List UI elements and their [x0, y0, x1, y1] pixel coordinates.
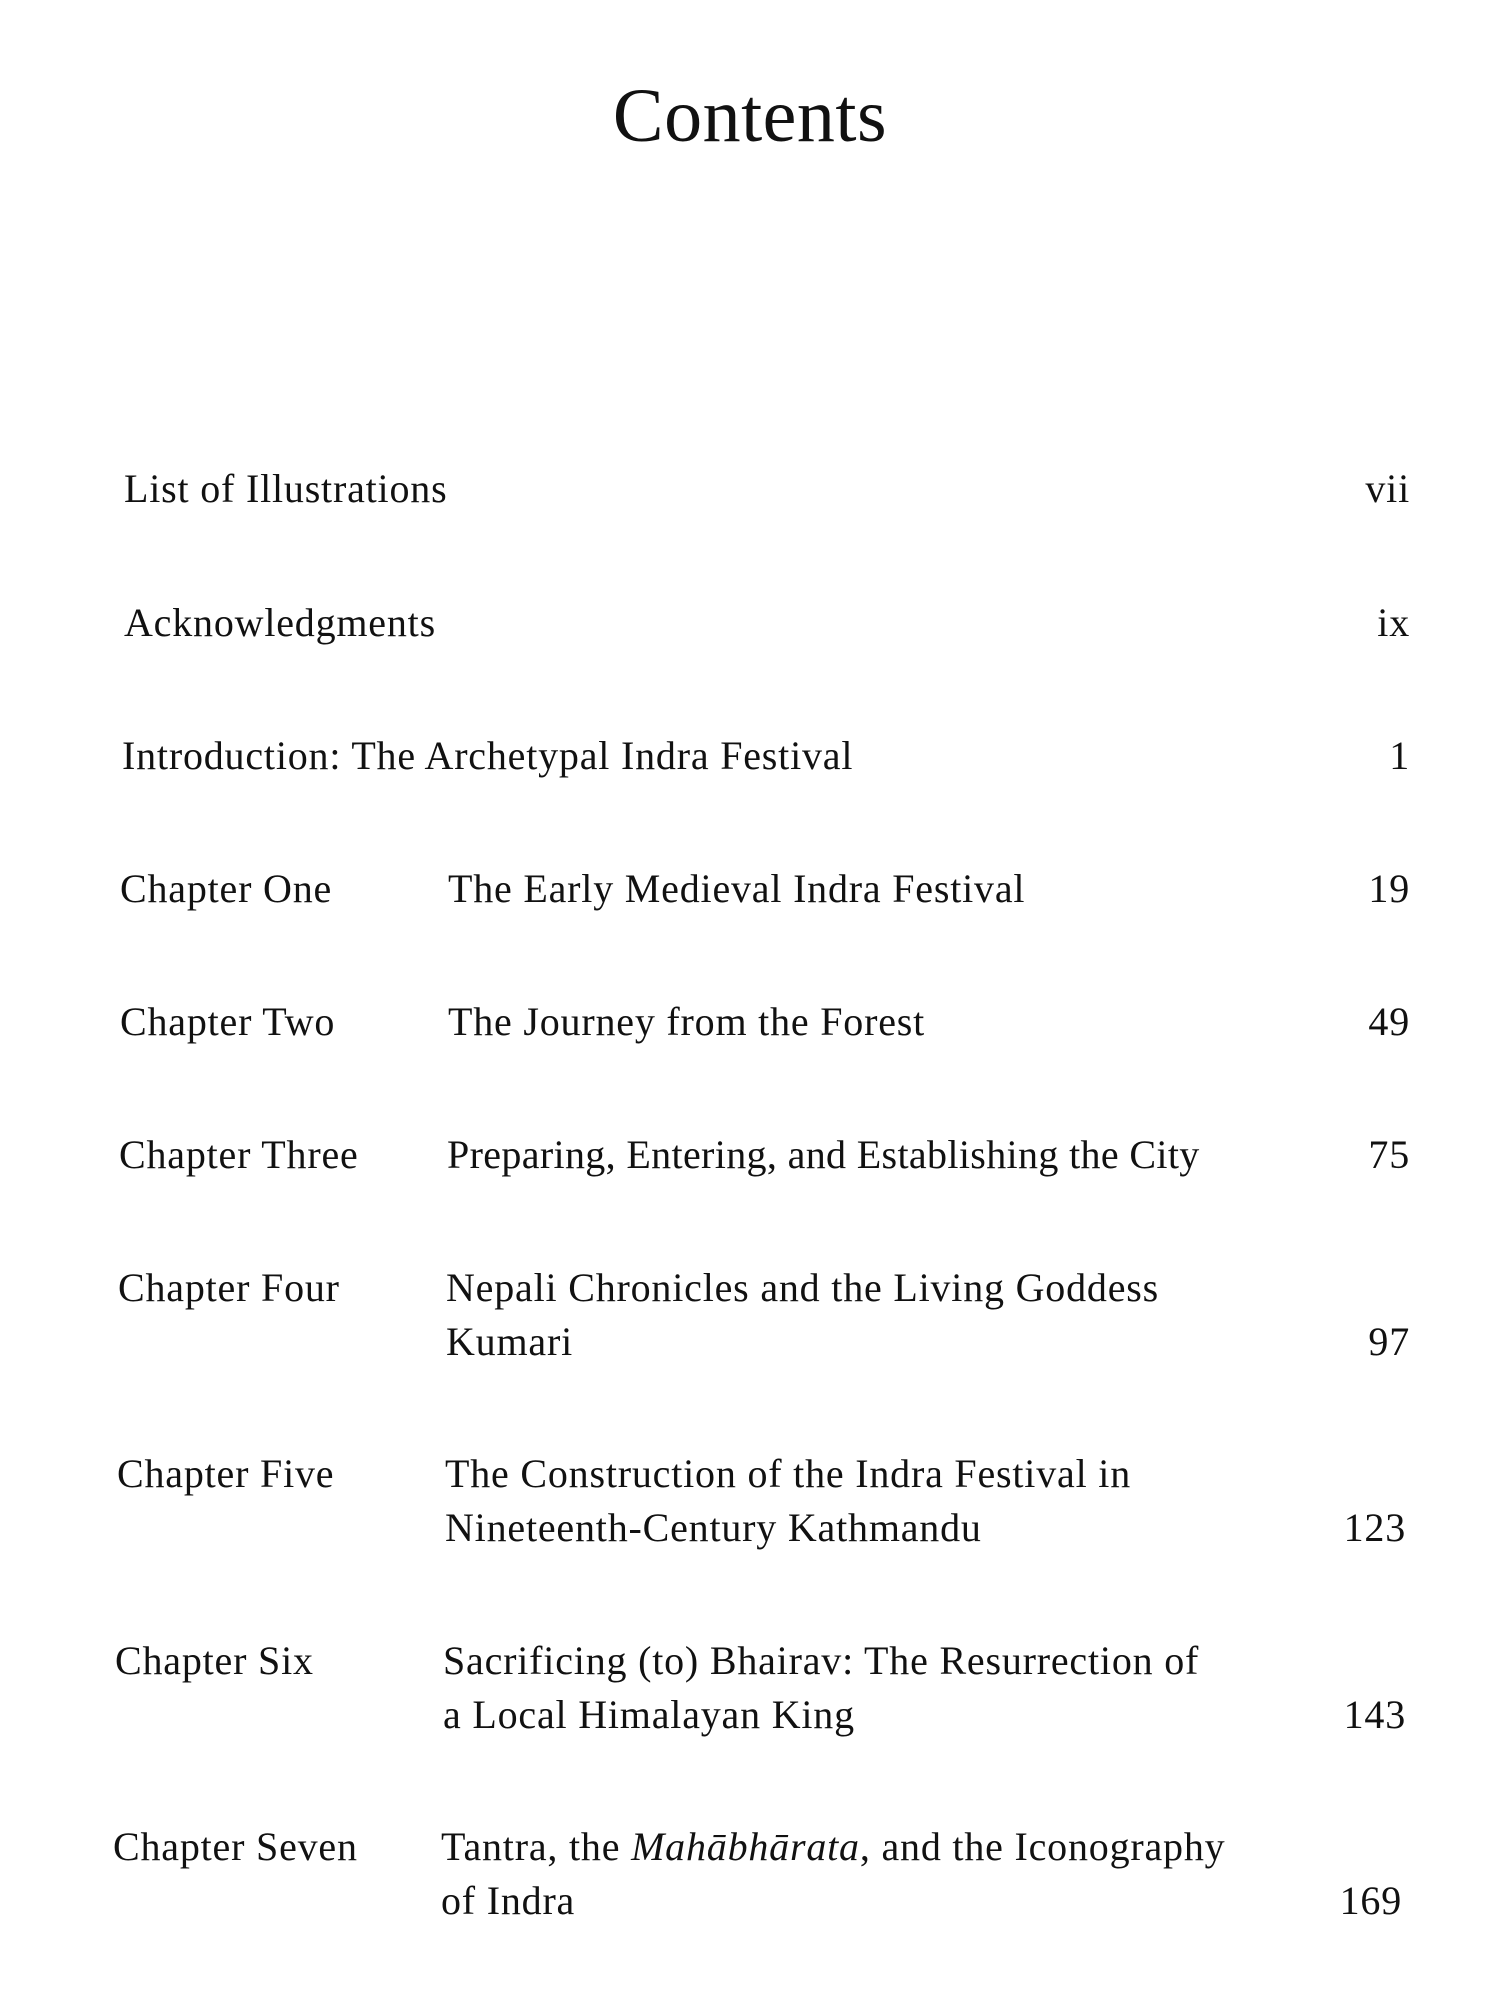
- toc-entry-label: List of Illustrations: [124, 466, 448, 511]
- toc-entry-label: Introduction: The Archetypal Indra Festival: [122, 733, 854, 778]
- toc-page-number: 19: [1368, 866, 1410, 911]
- chapter-title-line: Nineteenth-Century Kathmandu: [445, 1505, 982, 1550]
- chapter-title: [441, 1820, 1225, 1928]
- chapter-title: [446, 1261, 1159, 1369]
- chapter-label: Chapter Five: [117, 1451, 335, 1496]
- toc-page-number: 49: [1368, 999, 1410, 1044]
- chapter-label: Chapter Three: [119, 1132, 359, 1177]
- chapter-label: Chapter One: [120, 866, 333, 911]
- toc-page-number: 143: [1343, 1692, 1406, 1737]
- chapter-title-line: Nepali Chronicles and the Living Goddess: [446, 1265, 1159, 1310]
- chapter-title-line: The Early Medieval Indra Festival: [448, 866, 1026, 911]
- chapter-title-line-2: of Indra: [441, 1878, 576, 1923]
- chapter-label: Chapter Seven: [113, 1824, 358, 1869]
- chapter-title-line: Sacrificing (to) Bhairav: The Resurrection of: [443, 1638, 1200, 1683]
- toc-page-number: vii: [1365, 466, 1410, 511]
- title-text: Tantra, the: [441, 1824, 632, 1869]
- chapter-title-line: a Local Himalayan King: [443, 1692, 855, 1737]
- chapter-title: [448, 995, 925, 1049]
- toc-page-number: 75: [1368, 1132, 1410, 1177]
- chapter-title: [445, 1447, 1131, 1555]
- chapter-title-line: Preparing, Entering, and Establishing the City: [447, 1132, 1200, 1177]
- page-title: Contents: [612, 74, 888, 158]
- toc-page-number: 169: [1339, 1878, 1402, 1923]
- toc-entry-label: Acknowledgments: [124, 600, 436, 645]
- chapter-label: Chapter Two: [120, 999, 336, 1044]
- chapter-title: [443, 1634, 1199, 1742]
- chapter-title: [448, 862, 1025, 916]
- chapter-label: Chapter Six: [115, 1638, 314, 1683]
- italic-title-text: Mahābhārata: [631, 1824, 860, 1869]
- title-text: , and the Iconography: [859, 1824, 1226, 1869]
- chapter-title-line: Kumari: [446, 1319, 573, 1364]
- chapter-label: Chapter Four: [118, 1265, 340, 1310]
- chapter-title-line: The Construction of the Indra Festival in: [445, 1451, 1132, 1496]
- chapter-title: [447, 1128, 1200, 1182]
- chapter-title-line-1: [441, 1820, 1225, 1874]
- toc-page-number: 1: [1389, 733, 1410, 778]
- toc-page-number: 97: [1368, 1319, 1410, 1364]
- toc-page-number: 123: [1343, 1505, 1406, 1550]
- toc-page-number: ix: [1377, 600, 1410, 645]
- chapter-title-line: The Journey from the Forest: [448, 999, 926, 1044]
